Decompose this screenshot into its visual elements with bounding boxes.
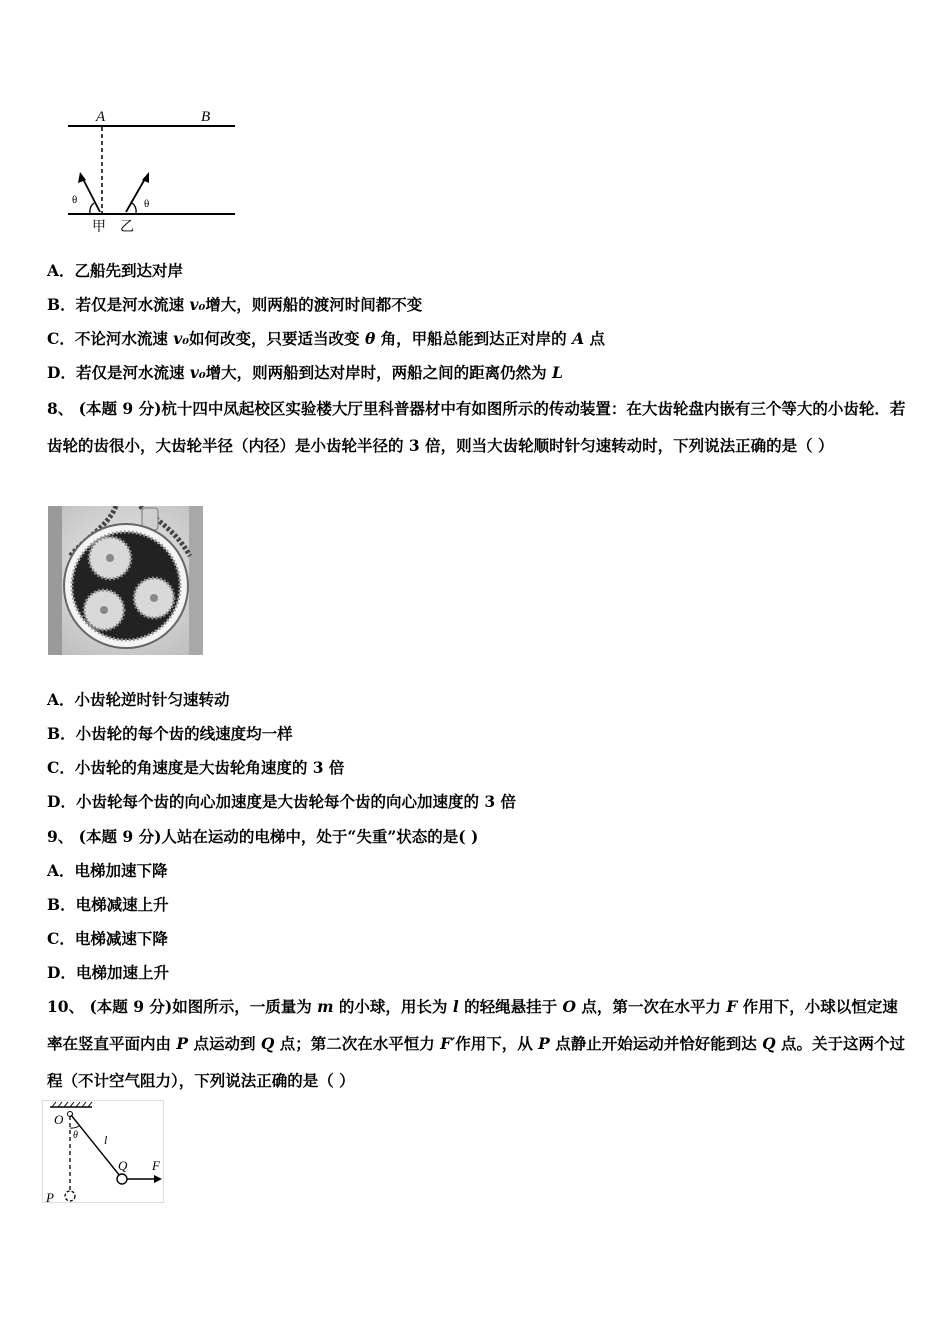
q9-option-a: A．电梯加速下降 (47, 861, 168, 880)
pendulum-figure (42, 1100, 167, 1206)
q10-var-q: Q (260, 1034, 275, 1053)
q9-option-b: B．电梯减速上升 (47, 895, 169, 914)
q10-text-1: 10、 (本题 9 分)如图所示，一质量为 (47, 997, 318, 1016)
q8-option-c: C．小齿轮的角速度是大齿轮角速度的 3 倍 (47, 758, 345, 777)
q8-stem: 8、 (本题 9 分)杭十四中凤起校区实验楼大厅里科普器材中有如图所示的传动装置：在大齿轮盘内嵌有三个等大的小齿轮．若齿轮的齿很小，大齿轮半径（内径）是小齿轮半径的 3 倍，则当大齿轮顺时针匀速转动时，下列说法正确的是（ ） (47, 399, 906, 455)
q10-text-10: 点。关于这两个过程（不计空气阻力），下列说法正确的是（ ） (47, 1034, 906, 1090)
gear-photo-figure (48, 506, 203, 655)
ball-q (117, 1174, 127, 1184)
jia-angle-arc (90, 203, 94, 213)
label-l: l (104, 1133, 108, 1147)
q10-text-5: 作用下，小球以恒定速率在竖直平面内由 (47, 997, 898, 1053)
label-o: O (54, 1112, 64, 1127)
small-gear-top-hub (106, 554, 114, 562)
label-theta: θ (73, 1130, 78, 1141)
q10-stem (47, 988, 909, 1099)
q10-text-8: 作用下，从 (455, 1034, 539, 1053)
force-arrowhead (154, 1175, 162, 1183)
q10-var-m: m (317, 997, 334, 1016)
theta-arc (70, 1126, 79, 1128)
rope-line (71, 1115, 120, 1176)
q8-option-d: D．小齿轮每个齿的向心加速度是大齿轮每个齿的向心加速度的 3 倍 (47, 792, 517, 811)
q8-option-a: A．小齿轮逆时针匀速转动 (47, 690, 230, 709)
q10-text-3: 的轻绳悬挂于 (458, 997, 563, 1016)
q7-option-d (47, 363, 563, 383)
label-a: A (96, 109, 106, 125)
label-f: F (152, 1158, 160, 1173)
small-gear-right-hub (150, 594, 158, 602)
q7-d-L: L (552, 363, 563, 382)
q10-text-9: 点静止开始运动并恰好能到达 (549, 1034, 763, 1053)
q7-c-mid: 如何改变，只要适当改变 (189, 329, 365, 348)
q10-var-f-prime: F′ (440, 1034, 456, 1053)
q10-var-l: l (452, 997, 459, 1016)
q7-c-var: v₀ (173, 329, 190, 348)
q7-option-b (47, 295, 422, 315)
label-b: B (201, 109, 211, 125)
q8-option-b: B．小齿轮的每个齿的线速度均一样 (47, 724, 293, 743)
river-crossing-figure (60, 105, 245, 235)
q10-var-f: F (726, 997, 738, 1016)
q10-var-o: O (562, 997, 577, 1016)
left-pillar (48, 506, 62, 655)
q9-option-c: C．电梯减速下降 (47, 929, 168, 948)
q10-text-6: 点运动到 (188, 1034, 261, 1053)
label-q: Q (118, 1158, 128, 1173)
yi-angle-arc (132, 203, 136, 213)
q7-d-var: v₀ (189, 363, 206, 382)
q7-c-pt: A (572, 329, 585, 348)
right-pillar (189, 506, 203, 655)
ball-p (65, 1191, 75, 1201)
q7-b-post: 增大，则两船的渡河时间都不变 (205, 295, 423, 314)
q10-text-2: 的小球，用长为 (333, 997, 453, 1016)
q7-b-pre: B．若仅是河水流速 (47, 295, 190, 314)
q10-text-7: 点；第二次在水平恒力 (274, 1034, 441, 1053)
q7-d-pre: D．若仅是河水流速 (47, 363, 190, 382)
q9-stem: 9、 (本题 9 分)人站在运动的电梯中，处于“失重”状态的是( ) (47, 827, 479, 846)
q7-c-theta: θ (364, 329, 376, 348)
q10-var-p: P (176, 1034, 189, 1053)
theta-left: θ (72, 194, 78, 206)
q7-d-post: 增大，则两船到达对岸时，两船之间的距离仍然为 (205, 363, 553, 382)
q10-var-p2: P (538, 1034, 550, 1053)
small-gear-bottom-hub (100, 606, 108, 614)
q10-var-q2: Q (762, 1034, 776, 1053)
q7-c-post: 点 (584, 329, 606, 348)
label-jia: 甲 (92, 219, 106, 235)
label-p: P (46, 1190, 54, 1205)
q10-text-4: 点，第一次在水平力 (576, 997, 727, 1016)
q7-c-pre: C．不论河水流速 (47, 329, 174, 348)
q7-option-a: A．乙船先到达对岸 (47, 261, 184, 280)
q9-option-d: D．电梯加速上升 (47, 963, 169, 982)
q7-option-c (47, 329, 605, 349)
q7-b-var: v₀ (189, 295, 206, 314)
label-yi: 乙 (120, 219, 134, 235)
theta-right: θ (144, 198, 150, 210)
q7-c-mid2: 角，甲船总能到达正对岸的 (375, 329, 573, 348)
